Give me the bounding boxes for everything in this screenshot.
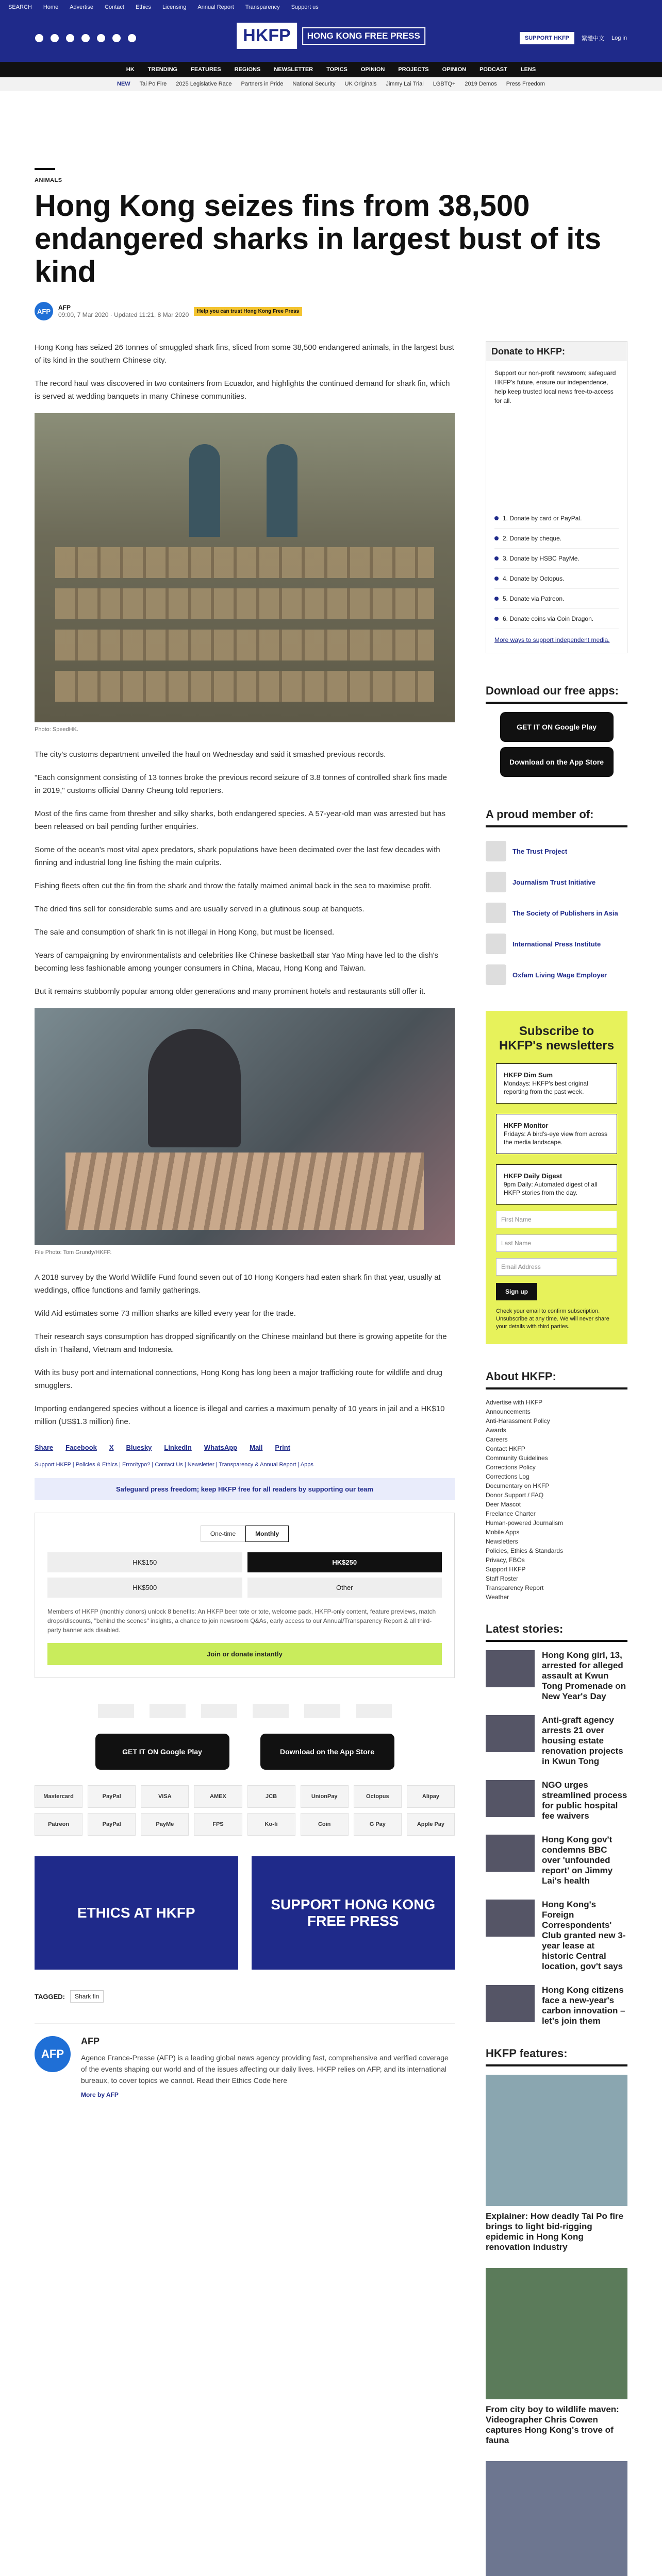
member-badges [35, 1704, 455, 1718]
member-org[interactable]: Journalism Trust Initiative [486, 867, 627, 897]
share-bar [35, 1444, 455, 1451]
about-link[interactable]: Human-powered Journalism [486, 1519, 564, 1527]
byline [35, 302, 627, 320]
amount-option[interactable]: HK$500 [47, 1578, 242, 1598]
story-item[interactable]: NGO urges streamlined process for public hospital fee waivers [486, 1780, 627, 1821]
share-x[interactable]: X [109, 1444, 114, 1451]
author-name[interactable]: AFP [58, 304, 71, 311]
paragraph: The dried fins sell for considerable sums and are usually served in a glutinous soup at banquets. [35, 905, 365, 913]
badge-logo [304, 1704, 340, 1718]
donate-method[interactable]: 6. Donate coins via Coin Dragon. [494, 609, 619, 629]
app-store-button[interactable]: Download on the App Store [500, 747, 614, 777]
author-bio: Agence France-Presse (AFP) is a leading global news agency providing fast, comprehensive and verified coverage of the events shaping our world and of the issues affecting our daily lives. HKFP relies on AFP, and its international bureaux, to cover topics we cannot. Read their Ethics Code here [81, 2054, 449, 2084]
share-whatsapp[interactable]: WhatsApp [204, 1444, 238, 1451]
feature-item[interactable]: From city boy to wildlife maven: Videographer Chris Cowen captures Hong Kong's trove of fauna [486, 2268, 627, 2446]
payment-methods [35, 1785, 455, 1836]
article-date: 09:00, 7 Mar 2020 · Updated 11:21, 8 Mar 2020 [58, 311, 189, 318]
photo-caption: File Photo: Tom Grundy/HKFP. [35, 1249, 112, 1256]
member-org[interactable]: The Society of Publishers in Asia [486, 897, 627, 928]
donate-title: Donate to HKFP: [486, 342, 627, 361]
category-label[interactable]: ANIMALS [35, 177, 62, 183]
paragraph: Importing endangered species without a licence is illegal and carries a maximum penalty of 10 years in jail and a HK$10 million (US$1.3 million) fine. [35, 1404, 445, 1426]
about-link[interactable]: Staff Roster [486, 1575, 519, 1582]
story-item[interactable]: Hong Kong citizens face a new-year's carbon innovation – let's join them [486, 1985, 627, 2026]
share-bluesky[interactable]: Bluesky [126, 1444, 152, 1451]
payment-icon[interactable]: Coin [301, 1813, 349, 1836]
trending-label: NEW [117, 81, 130, 87]
payment-icon[interactable]: FPS [194, 1813, 242, 1836]
paragraph: Their research says consumption has dropped significantly on the Chinese mainland but there is growing appetite for the dish in Thailand, Vietnam and Indonesia. [35, 1332, 447, 1354]
topbar-link[interactable]: Annual Report [197, 4, 234, 10]
paragraph: A 2018 survey by the World Wildlife Fund found seven out of 10 Hong Kongers had eaten shark fin that year, usually at weddings, office functions and family gatherings. [35, 1273, 441, 1295]
member-org[interactable]: Oxfam Living Wage Employer [486, 959, 627, 990]
paragraph: With its busy port and international connections, Hong Kong has long been a major trafficking route for wildlife and drug smugglers. [35, 1368, 443, 1390]
member-benefits: Members of HKFP (monthly donors) unlock 8 benefits: An HKFP beer tote or tote, welcome pack, HKFP-only content, feature previews, match drops/discounts, "behind the scenes" insights, a chance to join newsroom Q&As, early access to our Annual/Transparency Report & all third-party banner ads disabled. [47, 1608, 436, 1634]
trending-link[interactable]: Jimmy Lai Trial [386, 81, 424, 87]
share-linkedin[interactable]: LinkedIn [164, 1444, 192, 1451]
last-name-field[interactable]: Last Name [496, 1234, 617, 1252]
mail-icon[interactable] [112, 34, 121, 42]
nav-item[interactable]: REGIONS [234, 66, 261, 73]
trending-link[interactable]: National Security [292, 81, 336, 87]
apps-title: Download our free apps: [486, 684, 627, 704]
about-link[interactable]: Donor Support / FAQ [486, 1492, 544, 1499]
trending-bar [0, 77, 662, 91]
payment-icon[interactable]: Patreon [35, 1813, 82, 1836]
about-link[interactable]: Weather [486, 1594, 509, 1601]
shark-fin-protest-photo [35, 1008, 455, 1245]
about-link[interactable]: Community Guidelines [486, 1454, 548, 1462]
payment-icon[interactable]: Octopus [354, 1785, 402, 1808]
about-link[interactable]: Deer Mascot [486, 1501, 521, 1508]
payment-icon[interactable]: AMEX [194, 1785, 242, 1808]
footer-links[interactable]: Support HKFP | Policies & Ethics | Error/typo? | Contact Us | Newsletter | Transparency & Annual Report | Apps [35, 1462, 313, 1468]
content-columns [35, 341, 627, 2576]
trending-link[interactable]: 2019 Demos [465, 81, 497, 87]
nav-item[interactable]: OPINION [360, 66, 385, 73]
shark-fin-seizure-photo [35, 413, 455, 722]
topbar-link[interactable]: Home [43, 4, 59, 10]
about-link[interactable]: Mobile Apps [486, 1529, 520, 1536]
about-link[interactable]: Anti-Harassment Policy [486, 1417, 550, 1425]
support-video[interactable]: SUPPORT HONG KONG FREE PRESS [252, 1856, 455, 1970]
photo-caption: Photo: SpeedHK. [35, 726, 79, 733]
threads-icon[interactable] [81, 34, 90, 42]
newsletter-option[interactable]: HKFP Monitor Fridays: A bird's-eye view from across the media landscape. [496, 1114, 617, 1154]
nav-item[interactable]: PODCAST [479, 66, 507, 73]
about-link[interactable]: Contact HKFP [486, 1445, 525, 1452]
video-promos [35, 1856, 455, 1970]
author-avatar[interactable]: AFP [35, 2036, 71, 2072]
paragraph: Hong Kong has seized 26 tonnes of smuggled shark fins, sliced from some 38,500 endangered animals, in the largest bust of its kind in the southern Chinese city. [35, 343, 454, 365]
paragraph: But it remains stubbornly popular among older generations and many prominent hotels and restaurants still offer it. [35, 987, 426, 996]
nav-item[interactable]: NEWSLETTER [274, 66, 313, 73]
badge-logo [201, 1704, 237, 1718]
payment-icon[interactable]: VISA [141, 1785, 189, 1808]
newsletter-panel [486, 1011, 627, 1344]
story-item[interactable]: Anti-graft agency arrests 21 over housing estate renovation projects in Kwun Tong [486, 1715, 627, 1767]
about-link[interactable]: Corrections Log [486, 1473, 529, 1480]
language-link[interactable]: 繁體中文 [582, 36, 605, 42]
ethics-video[interactable]: ETHICS AT HKFP [35, 1856, 238, 1970]
nav-item[interactable]: OPINION [442, 66, 467, 73]
topbar-link[interactable]: Advertise [70, 4, 94, 10]
badge-logo [253, 1704, 289, 1718]
payment-icon[interactable]: Ko-fi [247, 1813, 295, 1836]
badge-logo [150, 1704, 186, 1718]
topbar-link[interactable]: Ethics [135, 4, 151, 10]
donate-method[interactable]: 2. Donate by cheque. [494, 529, 619, 549]
nav-item[interactable]: TRENDING [147, 66, 178, 73]
member-title: A proud member of: [486, 808, 627, 827]
paragraph: Wild Aid estimates some 73 million sharks are killed every year for the trade. [35, 1309, 296, 1318]
author-avatar[interactable]: AFP [35, 302, 53, 320]
site-logo[interactable] [237, 23, 425, 49]
main-nav [0, 62, 662, 77]
subscribe-note: Check your email to confirm subscription. Unsubscribe at any time. We will never share your details with third parties. [496, 1308, 609, 1330]
sidebar [486, 341, 627, 2576]
one-time-option[interactable]: One-time [201, 1526, 245, 1542]
tag-link[interactable]: Shark fin [70, 1990, 104, 2003]
about-link[interactable]: Corrections Policy [486, 1464, 536, 1471]
tagged-label: TAGGED: [35, 1992, 65, 2001]
paragraph: Some of the ocean's most vital apex predators, shark populations have been decimated over the last few decades with finning and industrial long line fishing the main culprits. [35, 845, 440, 867]
paragraph: Most of the fins came from thresher and silky sharks, both endangered species. A 57-year-old man was arrested but has been released on bail pending further enquiries. [35, 809, 446, 831]
payment-icon[interactable]: Alipay [407, 1785, 455, 1808]
more-ways-link[interactable]: More ways to support independent media. [494, 636, 610, 643]
about-link[interactable]: Documentary on HKFP [486, 1482, 550, 1489]
payment-icon[interactable]: JCB [247, 1785, 295, 1808]
newsletter-option[interactable]: HKFP Dim Sum Mondays: HKFP's best original reporting from the past week. [496, 1063, 617, 1104]
payment-icon[interactable]: Mastercard [35, 1785, 82, 1808]
about-link[interactable]: Policies, Ethics & Standards [486, 1547, 564, 1554]
badge-logo [98, 1704, 134, 1718]
member-org[interactable]: International Press Institute [486, 928, 627, 959]
payment-icon[interactable]: PayPal [88, 1785, 136, 1808]
nav-item[interactable]: PROJECTS [398, 66, 429, 73]
feature-item[interactable] [486, 2461, 627, 2576]
donate-method[interactable]: 1. Donate by card or PayPal. [494, 509, 619, 529]
trending-link[interactable]: 2025 Legislative Race [176, 81, 232, 87]
donate-panel [486, 341, 627, 653]
share-mail[interactable]: Mail [250, 1444, 263, 1451]
about-panel [486, 1370, 627, 1602]
trending-link[interactable]: LGBTQ+ [433, 81, 456, 87]
author-name[interactable]: AFP [81, 2036, 100, 2046]
story-item[interactable]: Hong Kong girl, 13, arrested for alleged assault at Kwun Tong Promenade on New Year's Day [486, 1650, 627, 1702]
about-link[interactable]: Privacy, FBOs [486, 1556, 525, 1564]
latest-stories [486, 1622, 627, 2026]
frequency-toggle [47, 1526, 442, 1542]
nav-item[interactable]: FEATURES [191, 66, 221, 73]
title-rule [35, 168, 55, 170]
join-button[interactable]: Join or donate instantly [47, 1643, 442, 1665]
amount-option[interactable]: HK$250 [247, 1552, 442, 1572]
payment-icon[interactable]: PayMe [141, 1813, 189, 1836]
safeguard-banner[interactable]: Safeguard press freedom; keep HKFP free for all readers by supporting our team [35, 1478, 455, 1500]
article-body [35, 341, 455, 2576]
features-title: HKFP features: [486, 2047, 627, 2066]
newsletter-option[interactable]: HKFP Daily Digest 9pm Daily: Automated digest of all HKFP stories from the day. [496, 1164, 617, 1205]
feature-item[interactable]: Explainer: How deadly Tai Po fire brings to light bid-rigging epidemic in Hong Kong renovation industry [486, 2075, 627, 2252]
signup-button[interactable]: Sign up [496, 1283, 537, 1300]
paragraph: "Each consignment consisting of 13 tonnes broke the previous record seizure of 3.8 tonnes of controlled shark fins made in 2019," customs official Danny Cheung told reporters. [35, 773, 447, 795]
topbar-link[interactable]: Transparency [245, 4, 280, 10]
share-print[interactable]: Print [275, 1444, 291, 1451]
paragraph: Fishing fleets often cut the fin from the shark and throw the fatally maimed animal back in the sea to maximise profit. [35, 882, 432, 890]
trending-link[interactable]: Press Freedom [506, 81, 545, 87]
about-list [486, 1398, 627, 1602]
topbar-link[interactable]: Support us [291, 4, 319, 10]
payment-icon[interactable]: G Pay [354, 1813, 402, 1836]
amount-options [47, 1552, 442, 1598]
membership-panel [486, 808, 627, 990]
amount-option[interactable]: HK$150 [47, 1552, 242, 1572]
app-store-buttons [35, 1734, 455, 1770]
paragraph: The city's customs department unveiled the haul on Wednesday and said it smashed previous records. [35, 750, 386, 759]
share-label: Share [35, 1444, 54, 1451]
amount-option[interactable]: Other [247, 1578, 442, 1598]
google-play-button[interactable]: GET IT ON Google Play [500, 712, 614, 742]
more-by-author-link[interactable]: More by AFP [81, 2091, 119, 2098]
features-panel [486, 2047, 627, 2576]
about-link[interactable]: Awards [486, 1427, 506, 1434]
nav-item[interactable]: LENS [520, 66, 536, 73]
paragraph: The sale and consumption of shark fin is not illegal in Hong Kong, but must be licensed. [35, 928, 335, 937]
top-utility-bar [0, 0, 662, 14]
donate-intro: Support our non-profit newsroom; safeguard HKFP's future, ensure our independence, help keep trusted local news free-to-access for all. [494, 369, 616, 404]
donation-widget [35, 1513, 455, 1678]
google-play-button[interactable]: GET IT ON Google Play [95, 1734, 229, 1770]
trending-link[interactable]: UK Originals [344, 81, 377, 87]
about-link[interactable]: Freelance Charter [486, 1510, 536, 1517]
logo-name: HONG KONG FREE PRESS [302, 27, 425, 45]
badge-logo [356, 1704, 392, 1718]
donate-method[interactable]: 4. Donate by Octopus. [494, 569, 619, 589]
paragraph: The record haul was discovered in two containers from Ecuador, and highlights the continued demand for shark fin, which is served at wedding banquets in many Chinese communities. [35, 379, 450, 401]
author-box [35, 2023, 455, 2098]
trust-flag[interactable]: Help you can trust Hong Kong Free Press [194, 307, 302, 316]
logo-mark: HKFP [237, 23, 297, 49]
share-facebook[interactable]: Facebook [65, 1444, 97, 1451]
nav-item[interactable]: HK [126, 66, 135, 73]
about-link[interactable]: Careers [486, 1436, 508, 1443]
paragraph: Years of campaigning by environmentalists and celebrities like Chinese basketball star Yao Ming have led to the dish's becoming less fashionable among younger consumers in China, Macau, Hong Kong and Taiwan. [35, 951, 439, 973]
email-field[interactable]: Email Address [496, 1258, 617, 1276]
nav-item[interactable]: TOPICS [326, 66, 347, 73]
donate-method[interactable]: 3. Donate by HSBC PayMe. [494, 549, 619, 569]
payment-icon[interactable]: UnionPay [301, 1785, 349, 1808]
donate-method[interactable]: 5. Donate via Patreon. [494, 589, 619, 609]
member-org[interactable]: The Trust Project [486, 836, 627, 867]
social-icons [35, 34, 136, 42]
latest-title: Latest stories: [486, 1622, 627, 1642]
about-link[interactable]: Transparency Report [486, 1584, 544, 1591]
about-link[interactable]: Newsletters [486, 1538, 518, 1545]
masthead-actions [520, 32, 627, 44]
topbar-link[interactable]: SEARCH [8, 4, 32, 10]
apps-panel [486, 684, 627, 777]
tags [35, 1990, 455, 2003]
x-icon[interactable] [51, 34, 59, 42]
about-link[interactable]: Support HKFP [486, 1566, 526, 1573]
first-name-field[interactable]: First Name [496, 1211, 617, 1228]
topbar-link[interactable]: Licensing [162, 4, 187, 10]
about-link[interactable]: Announcements [486, 1408, 531, 1415]
page-container [35, 168, 627, 2576]
monthly-option[interactable]: Monthly [245, 1526, 289, 1542]
masthead [0, 14, 662, 62]
login-link[interactable]: Log in [611, 35, 627, 41]
topbar-link[interactable]: Contact [105, 4, 124, 10]
youtube-icon[interactable] [97, 34, 105, 42]
payment-icon[interactable]: Apple Pay [407, 1813, 455, 1836]
trending-link[interactable]: Tai Po Fire [139, 81, 167, 87]
support-button[interactable]: SUPPORT HKFP [520, 32, 574, 44]
story-item[interactable]: Hong Kong's Foreign Correspondents' Club granted new 3-year lease at historic Central location, gov't says [486, 1900, 627, 1972]
about-link[interactable]: Advertise with HKFP [486, 1399, 543, 1406]
telegram-icon[interactable] [128, 34, 136, 42]
subscribe-title: Subscribe to HKFP's newsletters [499, 1024, 615, 1053]
instagram-icon[interactable] [66, 34, 74, 42]
facebook-icon[interactable] [35, 34, 43, 42]
about-title: About HKFP: [486, 1370, 627, 1389]
story-item[interactable]: Hong Kong gov't condemns BBC over 'unfounded report' on Jimmy Lai's health [486, 1835, 627, 1886]
payment-icon[interactable]: PayPal [88, 1813, 136, 1836]
trending-link[interactable]: Partners in Pride [241, 81, 284, 87]
article-title: Hong Kong seizes fins from 38,500 endangered sharks in largest bust of its kind [35, 189, 602, 289]
app-store-button[interactable]: Download on the App Store [260, 1734, 394, 1770]
